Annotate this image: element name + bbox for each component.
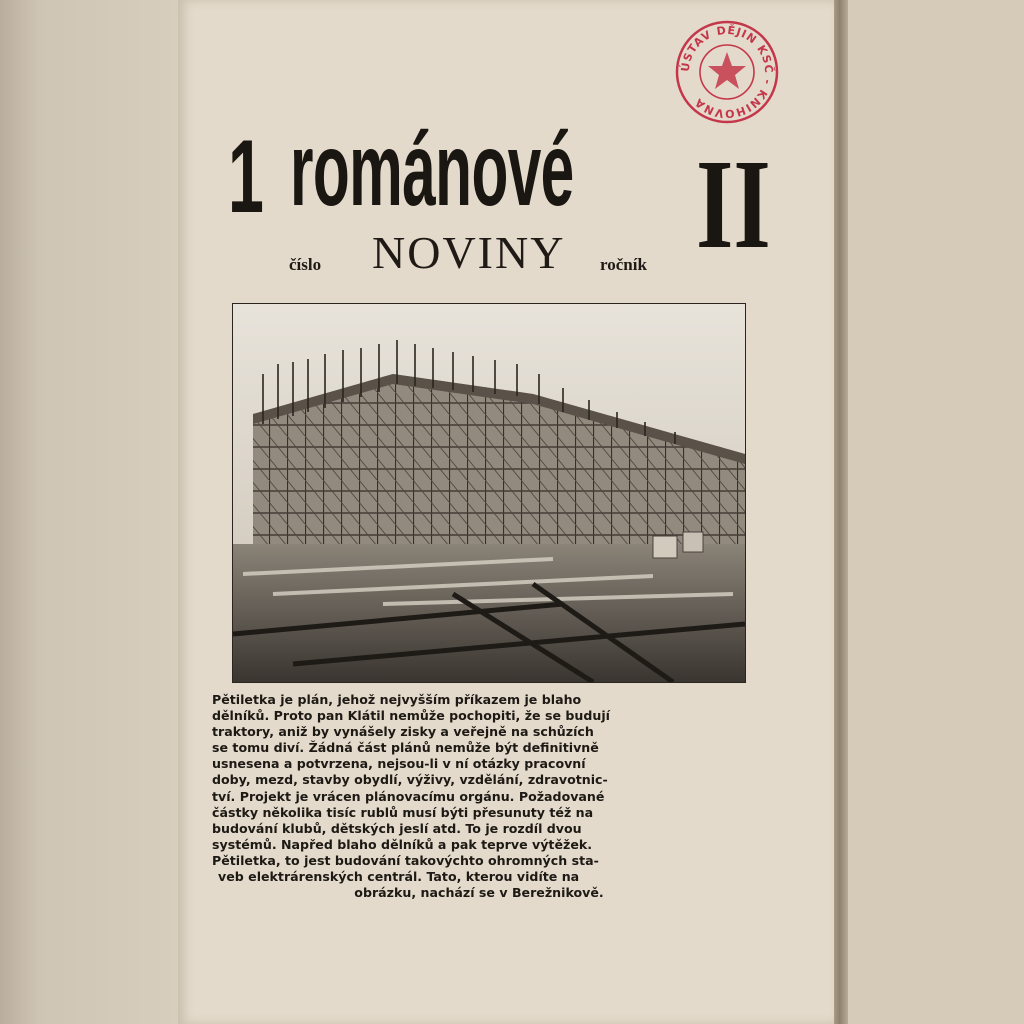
book-spine bbox=[0, 0, 180, 1024]
caption-line: traktory, aniž by vynášely zisky a veřejně na schůzích bbox=[212, 724, 594, 740]
caption-line: budování klubů, dětských jeslí atd. To je rozdíl dvou bbox=[212, 820, 582, 836]
caption-line: veb elektrárenských centrál. Tato, kterou vidíte na bbox=[218, 869, 580, 885]
masthead-title: románové bbox=[290, 112, 574, 228]
volume-label: ročník bbox=[600, 255, 647, 274]
page-edge bbox=[834, 0, 848, 1024]
caption-line: částky několika tisíc rublů musí býti přesunuty též na bbox=[212, 804, 594, 820]
caption-line: doby, mezd, stavby obydlí, výživy, vzdělání, zdravotnic- bbox=[212, 772, 608, 788]
caption-line: tví. Projekt je vrácen plánovacímu orgánu. Požadované bbox=[212, 788, 605, 804]
cover-backing bbox=[848, 0, 1024, 1024]
caption-line: systémů. Napřed blaho dělníků a pak teprve výtěžek. bbox=[212, 836, 593, 852]
masthead-subtitle: NOVINY bbox=[372, 227, 566, 278]
stamp-text: ÚSTAV DĚJIN KSČ - KNIHOVNA bbox=[678, 23, 776, 121]
photo-caption bbox=[212, 692, 746, 901]
caption-line: usnesena a potvrzena, nejsou-li v ní otázky pracovní bbox=[212, 756, 586, 772]
construction-photo bbox=[232, 303, 746, 683]
issue-number: 1 bbox=[228, 119, 264, 235]
issue-label: číslo bbox=[289, 255, 322, 274]
volume-number: II bbox=[696, 133, 771, 275]
caption-line: se tomu diví. Žádná část plánů nemůže být definitivně bbox=[212, 740, 599, 756]
caption-line: dělníků. Proto pan Klátil nemůže pochopiti, že se budují bbox=[212, 708, 611, 724]
caption-line: Pětiletka, to jest budování takovýchto ohromných sta- bbox=[212, 852, 599, 868]
library-stamp bbox=[673, 18, 781, 126]
caption-line: obrázku, nachází se v Berežnikově. bbox=[354, 885, 604, 901]
star-icon bbox=[708, 52, 746, 89]
caption-line: Pětiletka je plán, jehož nejvyšším příkazem je blaho bbox=[212, 692, 582, 707]
